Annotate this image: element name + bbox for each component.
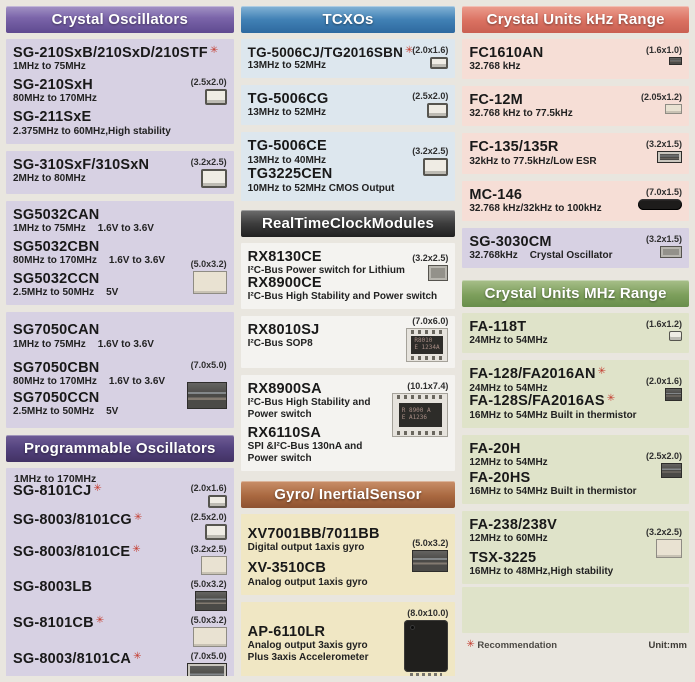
column-oscillators xyxy=(6,6,234,676)
product-freq-range: 16MHz to 54MHz Built in thermistor xyxy=(469,485,637,497)
product-name: RX8900SA xyxy=(247,380,322,397)
product-desc: Digital output 1axis gyro xyxy=(247,542,365,554)
section-title: Gyro/ InertialSensor xyxy=(274,486,422,504)
group-tg5006cg xyxy=(241,85,456,125)
product-desc: I²C-Bus SOP8 xyxy=(247,338,313,350)
product-item xyxy=(13,510,227,542)
section-header-tcxos xyxy=(241,6,456,33)
product-desc: I²C-Bus High Stability and Power switch xyxy=(247,397,371,421)
product-item xyxy=(13,613,227,649)
product-name: SG5032CBN xyxy=(13,238,100,255)
product-item xyxy=(248,43,449,74)
product-item xyxy=(13,107,227,139)
product-freq-range: 2.375MHz to 60MHz,High stability xyxy=(13,125,171,137)
product-name: MC-146 xyxy=(469,186,523,203)
group-sg310 xyxy=(6,151,234,194)
group-fc1610an xyxy=(462,39,689,79)
group-fc135 xyxy=(462,133,689,173)
package-size-label: (2.0x1.6) xyxy=(412,45,449,55)
package-icon xyxy=(201,169,227,188)
package-icon xyxy=(656,539,682,558)
product-name: SG-310SxF/310SxN xyxy=(13,156,150,173)
package-icon xyxy=(661,463,682,478)
product-name: SG-8003/8101CG ✳ xyxy=(13,512,143,529)
product-name: FA-118T xyxy=(469,319,527,336)
package-icon xyxy=(427,103,448,118)
package-size-label: (3.2x2.5) xyxy=(412,252,449,263)
section-header-crystal-units-khz xyxy=(462,6,689,33)
package-icon xyxy=(201,556,227,575)
group-fa128 xyxy=(462,360,689,427)
product-name: AP-6110LR xyxy=(247,623,326,640)
package-icon: R8010 E 1234A xyxy=(406,328,448,362)
product-item xyxy=(13,205,227,237)
product-item xyxy=(13,43,227,75)
package-size-label: (7.0x5.0) xyxy=(190,651,227,662)
group-programmable xyxy=(6,468,234,676)
product-name: SG-210SxB/210SxD/210STF ✳ xyxy=(13,45,219,61)
package-icon xyxy=(208,495,227,508)
section-title: TCXOs xyxy=(322,11,374,28)
package-size-label: (2.0x1.6) xyxy=(190,483,227,494)
product-name: SG-8003/8101CA ✳ xyxy=(13,651,142,668)
freq-range-note: 1MHz to 170MHz xyxy=(14,473,97,486)
product-name: SG-8003/8101CE ✳ xyxy=(13,544,141,561)
product-voltage: 1.6V to 3.6V xyxy=(108,255,166,267)
product-freq-range: 32.768 kHz/32kHz to 100kHz xyxy=(469,202,602,214)
package-size-label: (7.0x6.0) xyxy=(412,315,449,326)
package-icon xyxy=(657,151,682,163)
package-size-label: (7.0x5.0) xyxy=(190,359,227,370)
package-size-label: (3.2x2.5) xyxy=(190,156,227,167)
product-item xyxy=(13,649,227,676)
product-voltage: 1.6V to 3.6V xyxy=(108,375,166,387)
group-sg7050 xyxy=(6,312,234,428)
product-name: FA-128/FA2016AN ✳ xyxy=(469,366,607,383)
empty-tile xyxy=(462,587,689,633)
recommendation-star-icon: ✳ xyxy=(466,639,475,651)
section-title: RealTimeClockModules xyxy=(261,214,435,232)
recommendation-legend: ✳ Recommendation xyxy=(466,639,558,652)
product-name: FA-128S/FA2016AS ✳ xyxy=(469,393,616,410)
product-name: SG-211SxE xyxy=(13,109,92,126)
package-icon xyxy=(205,524,227,540)
product-name: RX8010SJ xyxy=(247,321,320,338)
section-title: Programmable Oscillators xyxy=(24,440,216,458)
product-freq-range: 1MHz to 75MHz xyxy=(13,61,86,73)
group-rx8900sa-rx6110 xyxy=(241,375,456,471)
package-size-label: (2.0x1.6) xyxy=(645,376,682,387)
package-icon xyxy=(404,620,448,672)
package-size-label: (5.0x3.2) xyxy=(412,538,449,549)
product-name: TG-5006CG xyxy=(247,91,329,108)
product-name: SG7050CAN xyxy=(13,322,100,339)
product-freq-range: 1MHz to 75MHz 1.6V to 3.6V xyxy=(13,222,154,234)
product-item xyxy=(469,137,682,169)
product-name: RX8900CE xyxy=(247,274,322,291)
group-ap6110 xyxy=(241,602,456,676)
product-desc: SPI &I²C-Bus 130nA and Power switch xyxy=(247,441,363,465)
product-freq-range: 80MHz to 170MHz xyxy=(13,93,97,105)
product-name: SG-3030CM xyxy=(469,233,552,250)
recommendation-star-icon: ✳ xyxy=(597,366,607,378)
package-size-label: (2.5x2.0) xyxy=(190,77,227,88)
product-item xyxy=(13,542,227,577)
product-item xyxy=(13,481,227,510)
product-freq-range: 2.5MHz to 50MHz 5V xyxy=(13,406,119,418)
product-item xyxy=(248,273,449,305)
package-icon xyxy=(423,158,448,176)
package-icon xyxy=(187,663,227,676)
package-icon xyxy=(187,382,227,409)
section-title: Crystal Units kHz Range xyxy=(486,11,665,28)
package-size-label: (1.6x1.0) xyxy=(645,45,682,55)
package-icon xyxy=(412,550,448,572)
product-name: XV7001BB/7011BB xyxy=(247,526,380,543)
section-header-crystal-oscillators xyxy=(6,6,234,33)
product-name: TG3225CEN xyxy=(247,166,333,183)
package-icon xyxy=(669,57,682,65)
package-icon xyxy=(195,591,227,611)
package-size-label: (5.0x3.2) xyxy=(190,615,227,626)
recommendation-star-icon: ✳ xyxy=(209,45,219,56)
recommendation-star-icon: ✳ xyxy=(606,393,616,405)
product-item xyxy=(248,89,449,121)
product-freq-range: 12MHz to 54MHz xyxy=(469,456,548,468)
product-freq-range: 16MHz to 48MHz,High stability xyxy=(469,566,614,578)
group-fa118t xyxy=(462,313,689,353)
section-header-gyro-inertial-sensor xyxy=(241,481,456,508)
product-desc: I²C-Bus Power switch for Lithium xyxy=(247,264,405,276)
group-mc146 xyxy=(462,181,689,221)
product-name: FC-12M xyxy=(469,92,523,109)
product-item xyxy=(13,155,227,190)
package-icon xyxy=(193,271,227,294)
group-tg5006cj xyxy=(241,39,456,78)
recommendation-star-icon: ✳ xyxy=(405,45,414,56)
product-name: FA-20HS xyxy=(469,469,531,486)
package-size-label: (2.5x2.0) xyxy=(412,91,449,102)
product-name: SG7050CCN xyxy=(13,389,100,406)
product-name: RX8130CE xyxy=(247,248,322,265)
product-voltage: 1.6V to 3.6V xyxy=(97,222,154,234)
group-rx8130-rx8900ce xyxy=(241,243,456,309)
product-name: SG5032CCN xyxy=(13,271,100,288)
legend-footer xyxy=(462,637,689,651)
product-freq-range: 13MHz to 52MHz xyxy=(247,107,327,119)
product-freq-range: 32kHz to 77.5kHz/Low ESR xyxy=(469,155,597,167)
product-freq-range: 24MHz to 54MHz xyxy=(469,382,548,394)
product-desc: Analog output 3axis gyro Plus 3axis Accelerometer xyxy=(247,639,369,663)
product-name: SG5032CAN xyxy=(13,206,100,223)
product-freq-range: 16MHz to 54MHz Built in thermistor xyxy=(469,409,637,421)
package-size-label: (3.2x2.5) xyxy=(645,526,682,537)
product-name: XV-3510CB xyxy=(247,560,327,577)
package-size-label: (8.0x10.0) xyxy=(407,607,449,618)
product-item xyxy=(469,317,682,349)
package-icon xyxy=(430,57,448,69)
product-name: SG-8101CJ ✳ xyxy=(13,483,102,500)
product-freq-range: 2.5MHz to 50MHz 5V xyxy=(13,287,119,299)
product-item xyxy=(13,388,227,420)
recommendation-star-icon: ✳ xyxy=(133,512,143,524)
product-voltage: 5V xyxy=(106,406,119,418)
product-desc: 32.768kHz Crystal Oscillator xyxy=(469,250,613,262)
product-name: FA-238/238V xyxy=(469,516,557,533)
package-icon xyxy=(665,104,682,114)
group-xv-gyro xyxy=(241,514,456,594)
product-item xyxy=(13,577,227,613)
section-title: Crystal Units MHz Range xyxy=(484,285,667,303)
group-fc12m xyxy=(462,86,689,126)
package-size-label: (2.05x1.2) xyxy=(640,92,682,103)
section-header-programmable-oscillators xyxy=(6,435,234,462)
product-item xyxy=(13,320,227,357)
package-size-label: (3.2x2.5) xyxy=(190,544,227,555)
product-freq-range: 12MHz to 60MHz xyxy=(469,533,548,545)
group-sg5032 xyxy=(6,201,234,306)
package-size-label: (5.0x3.2) xyxy=(190,579,227,590)
column-crystal-units xyxy=(462,6,689,676)
package-icon xyxy=(193,627,227,647)
product-item xyxy=(248,606,449,674)
product-name: TG-5006CE xyxy=(247,138,327,155)
package-size-label: (3.2x1.5) xyxy=(645,139,682,150)
group-fa238-tsx xyxy=(462,511,689,584)
package-icon xyxy=(205,89,227,105)
product-desc: I²C-Bus High Stability and Power switch xyxy=(247,290,438,302)
package-icon: R 8900 A E A1236 xyxy=(392,393,448,437)
product-item xyxy=(13,75,227,107)
recommendation-star-icon: ✳ xyxy=(133,651,142,663)
package-size-label: (2.5x2.0) xyxy=(190,512,227,523)
package-icon xyxy=(665,388,682,401)
product-freq-range: 2MHz to 80MHz xyxy=(13,172,86,184)
package-icon xyxy=(638,199,682,210)
product-name: RX6110SA xyxy=(247,424,321,441)
package-icon xyxy=(669,331,682,341)
section-title: Crystal Oscillators xyxy=(51,11,189,28)
product-name: SG-8003LB xyxy=(13,579,93,596)
section-header-rtc-modules xyxy=(241,210,456,237)
product-freq-range: 13MHz to 52MHz xyxy=(247,60,327,72)
product-name: SG-8101CB ✳ xyxy=(13,615,105,632)
package-size-label: (2.5x2.0) xyxy=(645,450,682,461)
package-size-label: (3.2x1.5) xyxy=(645,233,682,244)
product-name: SG7050CBN xyxy=(13,359,100,376)
group-tg5006ce xyxy=(241,132,456,200)
recommendation-star-icon: ✳ xyxy=(93,483,102,495)
section-header-crystal-units-mhz xyxy=(462,280,689,307)
product-name: FC-135/135R xyxy=(469,139,559,156)
group-sg210 xyxy=(6,39,234,144)
column-tcxo-rtc-gyro xyxy=(241,6,456,676)
recommendation-star-icon: ✳ xyxy=(132,544,141,556)
package-size-label: (3.2x2.5) xyxy=(412,146,449,157)
product-freq-range: 80MHz to 170MHz 1.6V to 3.6V xyxy=(13,255,166,267)
package-size-label: (5.0x3.2) xyxy=(190,259,227,270)
group-rx8010 xyxy=(241,316,456,368)
package-size-label: (1.6x1.2) xyxy=(645,319,682,330)
product-name: FC1610AN xyxy=(469,45,544,61)
product-name: TSX-3225 xyxy=(469,549,537,566)
product-item xyxy=(469,43,682,75)
unit-note: Unit:mm xyxy=(648,639,687,651)
group-fa20 xyxy=(462,435,689,504)
product-item xyxy=(469,232,682,264)
product-voltage: 5V xyxy=(106,287,119,299)
group-sg3030cm xyxy=(462,228,689,268)
package-size-label: (7.0x1.5) xyxy=(645,186,682,197)
product-item xyxy=(247,315,449,364)
product-freq-range: 1MHz to 75MHz 1.6V to 3.6V xyxy=(13,338,154,350)
product-freq-range: 32.768 kHz to 77.5kHz xyxy=(469,108,573,120)
product-name: SG-210SxH xyxy=(13,77,93,94)
product-desc: Analog output 1axis gyro xyxy=(247,576,368,588)
product-freq-range: 13MHz to 40MHz xyxy=(247,154,327,166)
product-item xyxy=(469,90,682,122)
recommendation-star-icon: ✳ xyxy=(95,615,105,627)
product-voltage: 1.6V to 3.6V xyxy=(97,338,154,350)
product-freq-range: 80MHz to 170MHz 1.6V to 3.6V xyxy=(13,375,166,387)
product-freq-range: 10MHz to 52MHz CMOS Output xyxy=(247,182,395,194)
product-name: TG-5006CJ/TG2016SBN ✳ xyxy=(247,45,414,60)
product-freq-range: 24MHz to 54MHz xyxy=(469,335,548,347)
product-item xyxy=(469,185,682,217)
package-icon xyxy=(660,246,682,258)
package-size-label: (10.1x7.4) xyxy=(407,380,449,391)
product-name: FA-20H xyxy=(469,440,521,457)
product-freq-range: 32.768 kHz xyxy=(469,61,521,73)
